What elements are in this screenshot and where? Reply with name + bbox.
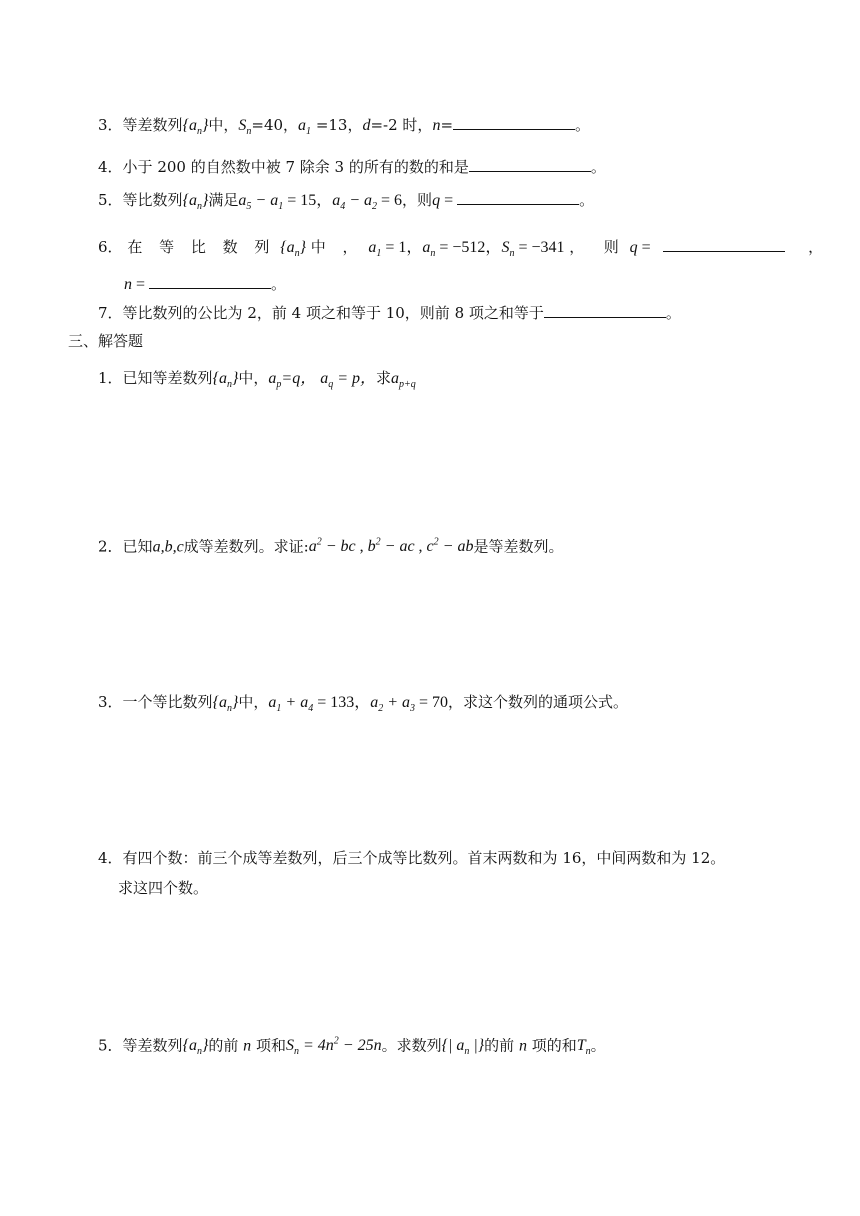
section-title: 三、解答题: [68, 332, 144, 350]
problem-2: 2．已知a,b,c成等差数列。求证$:a^2$ − bc , $b^2$ − ac , $c^2$ − ab是等差数列。: [98, 537, 564, 556]
problem-1: 1．已知等差数列$\{a_n\}$中，$a_p=q$， $a_q = p$，求$a_{p+q}$: [98, 369, 416, 391]
question-5: 5．等比数列$\{a_n\}$满足$a_5 - a_1 = 15$，$a_4 - a_2 = 6$，则q = 。: [98, 191, 595, 213]
question-4: 4．小于 200 的自然数中被 7 除余 3 的所有的数的和是 。: [98, 158, 606, 176]
question-6: 6． 在 等 比 数 列 $\{a_n\}$ 中 ， $a_1 = 1$，$a_n = -512$，$S_n = -341$ ， 则 q = ，: [98, 238, 824, 260]
problem-5: 5．等差数列$\{a_n\}$的前 n 项和$S_n = 4n^2 - 25n$。求数列{| $a_n$ |}的前 n 项的和$T_n$。: [98, 1036, 606, 1058]
answer-blank[interactable]: [469, 156, 591, 172]
problem-4-continued: 求这四个数。: [118, 879, 209, 897]
answer-blank-n[interactable]: [149, 273, 271, 289]
answer-blank[interactable]: [544, 302, 666, 318]
answer-blank[interactable]: [453, 114, 575, 130]
answer-blank[interactable]: [457, 189, 579, 205]
answer-blank-q[interactable]: [663, 236, 785, 252]
problem-4: 4．有四个数：前三个成等差数列，后三个成等比数列。首末两数和为 16，中间两数和为 12。: [98, 849, 726, 867]
question-3: 3．等差数列$\{a_n\}$中，$S_n=40$，$a_1 =13$，d=-2 时，n= 。: [98, 116, 591, 138]
question-7: 7．等比数列的公比为 2，前 4 项之和等于 10，则前 8 项之和等于 。: [98, 304, 681, 322]
problem-3: 3．一个等比数列$\{a_n\}$中，$a_1 + a_4 = 133$，$a_2 + a_3 = 70$，求这个数列的通项公式。: [98, 693, 629, 715]
question-6-continued: n = 。: [124, 275, 287, 293]
